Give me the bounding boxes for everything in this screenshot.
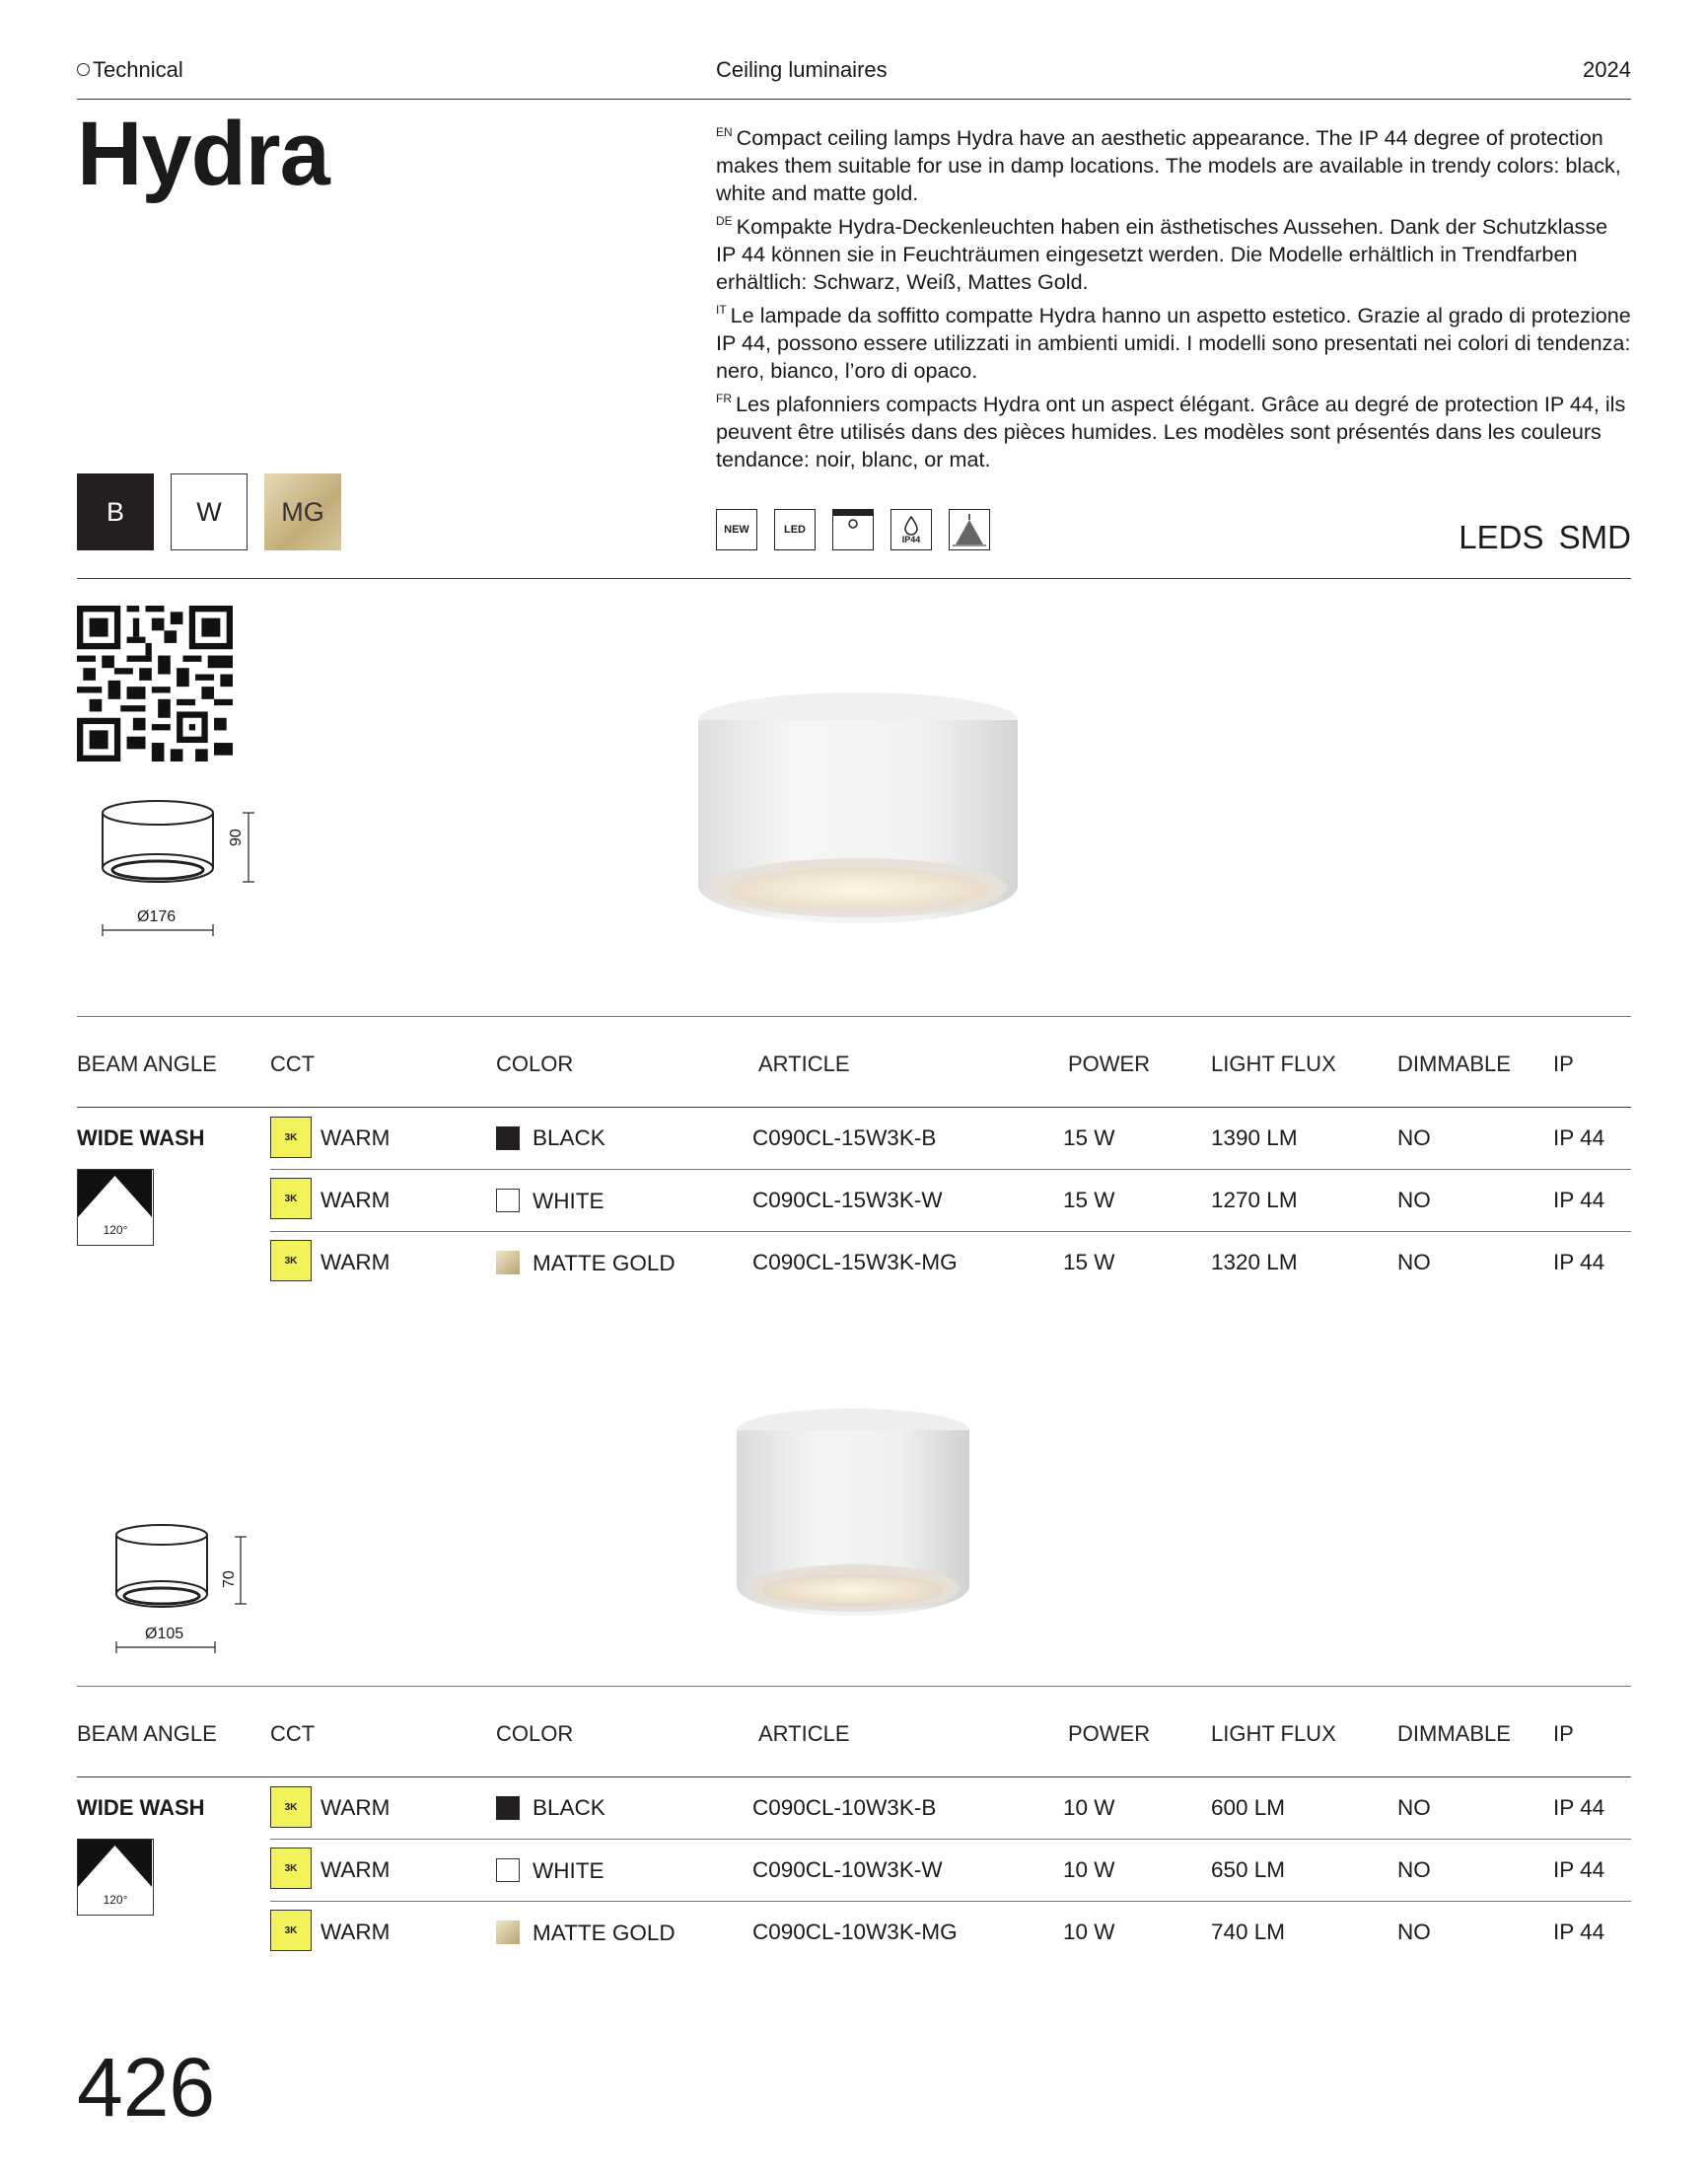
article-code: C090CL-15W3K-W	[752, 1188, 943, 1212]
table1-header-divider	[77, 1107, 1631, 1108]
color-name: MATTE GOLD	[533, 1920, 676, 1945]
row-divider	[270, 1169, 1631, 1170]
cct-tone: WARM	[320, 1795, 391, 1820]
ip44-drop-icon: IP44	[890, 509, 932, 550]
col-beam-angle: BEAM ANGLE	[77, 1721, 217, 1746]
beam-light-icon	[949, 509, 990, 550]
height-dimension: 90	[228, 829, 245, 846]
page-number: 426	[77, 2041, 216, 2134]
flux-value: 740 LM	[1211, 1920, 1286, 1944]
color-name: BLACK	[533, 1795, 605, 1820]
cct-badge: 3K	[270, 1786, 312, 1828]
cct-tone: WARM	[320, 1125, 391, 1150]
color-name: WHITE	[533, 1858, 605, 1883]
col-beam-angle: BEAM ANGLE	[77, 1051, 217, 1076]
cct-tone: WARM	[320, 1250, 391, 1274]
description-it: $^{IT}$ Le lampade da soffitto compatte Hydra hanno un aspetto estetico. Grazie al grado di protezione IP 44, possono essere utilizzati in ambienti umidi. I modelli sono presentati nei colori di tendenza: nero, bianco, l’oro di opaco.	[716, 303, 1631, 383]
flux-value: 1390 LM	[1211, 1125, 1298, 1150]
ip-value: IP 44	[1553, 1125, 1605, 1150]
col-ip: IP	[1553, 1721, 1574, 1746]
swatch-matte-gold: MG	[264, 473, 341, 550]
dimmable-value: NO	[1397, 1125, 1431, 1150]
dimmable-value: NO	[1397, 1920, 1431, 1944]
flux-value: 1270 LM	[1211, 1188, 1298, 1212]
color-name: WHITE	[533, 1189, 605, 1213]
col-color: COLOR	[496, 1721, 574, 1746]
dimmable-value: NO	[1397, 1188, 1431, 1212]
product-image-small	[720, 1381, 986, 1637]
section-label: Technical	[77, 57, 183, 83]
product-description	[716, 118, 1633, 473]
dimmable-value: NO	[1397, 1795, 1431, 1820]
product-image-large	[651, 661, 1065, 977]
power-value: 10 W	[1063, 1795, 1115, 1820]
circle-icon	[77, 63, 90, 76]
col-light-flux: LIGHT FLUX	[1211, 1051, 1336, 1076]
color-swatch-white	[496, 1858, 520, 1882]
color-name: MATTE GOLD	[533, 1251, 676, 1275]
power-value: 15 W	[1063, 1250, 1115, 1274]
col-light-flux: LIGHT FLUX	[1211, 1721, 1336, 1746]
cct-tone: WARM	[320, 1920, 391, 1944]
ip-value: IP 44	[1553, 1920, 1605, 1944]
col-color: COLOR	[496, 1051, 574, 1076]
year-label: 2024	[1583, 57, 1631, 82]
ip-value: IP 44	[1553, 1188, 1605, 1212]
article-code: C090CL-15W3K-B	[752, 1125, 937, 1150]
diameter-dimension: Ø176	[137, 908, 177, 925]
description-de: $^{DE}$ Kompakte Hydra-Deckenleuchten haben ein ästhetisches Aussehen. Dank der Schutzklasse IP 44 können sie in Feuchträumen eingesetzt werden. Die Modelle erhältlich in Trendfarben erhältlich: Schwarz, Weiß, Mattes Gold.	[716, 214, 1608, 294]
cct-tone: WARM	[320, 1188, 391, 1212]
product-title: Hydra	[77, 104, 329, 204]
row-divider	[270, 1901, 1631, 1902]
col-dimmable: DIMMABLE	[1397, 1721, 1511, 1746]
category-label: Ceiling luminaires	[716, 57, 888, 82]
col-cct: CCT	[270, 1721, 316, 1746]
power-value: 10 W	[1063, 1920, 1115, 1944]
led-badge-icon: LED	[774, 509, 816, 550]
dimmable-value: NO	[1397, 1857, 1431, 1882]
beam-name: WIDE WASH	[77, 1795, 205, 1820]
col-article: ARTICLE	[758, 1051, 850, 1076]
color-swatch-black	[496, 1796, 520, 1820]
color-swatch-matte-gold	[496, 1251, 520, 1274]
wide-wash-beam-icon: 120°	[77, 1169, 154, 1246]
table2-top-divider	[77, 1686, 1631, 1687]
light-source-label: LEDS SMD	[1459, 519, 1631, 555]
flux-value: 650 LM	[1211, 1857, 1286, 1882]
cct-badge: 3K	[270, 1178, 312, 1219]
flux-value: 600 LM	[1211, 1795, 1286, 1820]
header-divider	[77, 99, 1631, 100]
table1-top-divider	[77, 1016, 1631, 1017]
col-cct: CCT	[270, 1051, 316, 1076]
beam-name: WIDE WASH	[77, 1125, 205, 1150]
height-dimension: 70	[221, 1570, 238, 1588]
color-name: BLACK	[533, 1125, 605, 1150]
row-divider	[270, 1839, 1631, 1840]
dimension-drawing-large	[93, 797, 260, 945]
row-divider	[270, 1231, 1631, 1232]
cct-badge: 3K	[270, 1117, 312, 1158]
col-dimmable: DIMMABLE	[1397, 1051, 1511, 1076]
power-value: 15 W	[1063, 1188, 1115, 1212]
section-divider	[77, 578, 1631, 579]
ip-value: IP 44	[1553, 1250, 1605, 1274]
qr-code	[77, 606, 233, 761]
wide-wash-beam-icon: 120°	[77, 1839, 154, 1916]
cct-badge: 3K	[270, 1848, 312, 1889]
diameter-dimension: Ø105	[145, 1626, 184, 1642]
article-code: C090CL-15W3K-MG	[752, 1250, 958, 1274]
article-code: C090CL-10W3K-B	[752, 1795, 937, 1820]
new-badge-icon: NEW	[716, 509, 757, 550]
col-power: POWER	[1068, 1721, 1151, 1746]
swatch-white: W	[171, 473, 248, 550]
col-article: ARTICLE	[758, 1721, 850, 1746]
ip-value: IP 44	[1553, 1857, 1605, 1882]
dimmable-value: NO	[1397, 1250, 1431, 1274]
color-swatch-black	[496, 1126, 520, 1150]
description-en: $^{EN}$ Compact ceiling lamps Hydra have an aesthetic appearance. The IP 44 degree of protection makes them suitable for use in damp locations. The models are available in trendy colors: black, white and matte gold.	[716, 125, 1621, 205]
power-value: 15 W	[1063, 1125, 1115, 1150]
ip-value: IP 44	[1553, 1795, 1605, 1820]
col-power: POWER	[1068, 1051, 1151, 1076]
flux-value: 1320 LM	[1211, 1250, 1298, 1274]
article-code: C090CL-10W3K-MG	[752, 1920, 958, 1944]
description-fr: $^{FR}$ Les plafonniers compacts Hydra ont un aspect élégant. Grâce au degré de protection IP 44, ils peuvent être utilisés dans des pièces humides. Les modèles sont présentés dans les couleurs tendance: noir, blanc, or mat.	[716, 392, 1626, 471]
power-value: 10 W	[1063, 1857, 1115, 1882]
table2-header-divider	[77, 1776, 1631, 1777]
color-swatch-white	[496, 1189, 520, 1212]
cct-badge: 3K	[270, 1910, 312, 1951]
color-swatch-matte-gold	[496, 1920, 520, 1944]
cct-tone: WARM	[320, 1857, 391, 1882]
ceiling-mount-icon	[832, 509, 874, 550]
swatch-black: B	[77, 473, 154, 550]
cct-badge: 3K	[270, 1240, 312, 1281]
col-ip: IP	[1553, 1051, 1574, 1076]
article-code: C090CL-10W3K-W	[752, 1857, 943, 1882]
